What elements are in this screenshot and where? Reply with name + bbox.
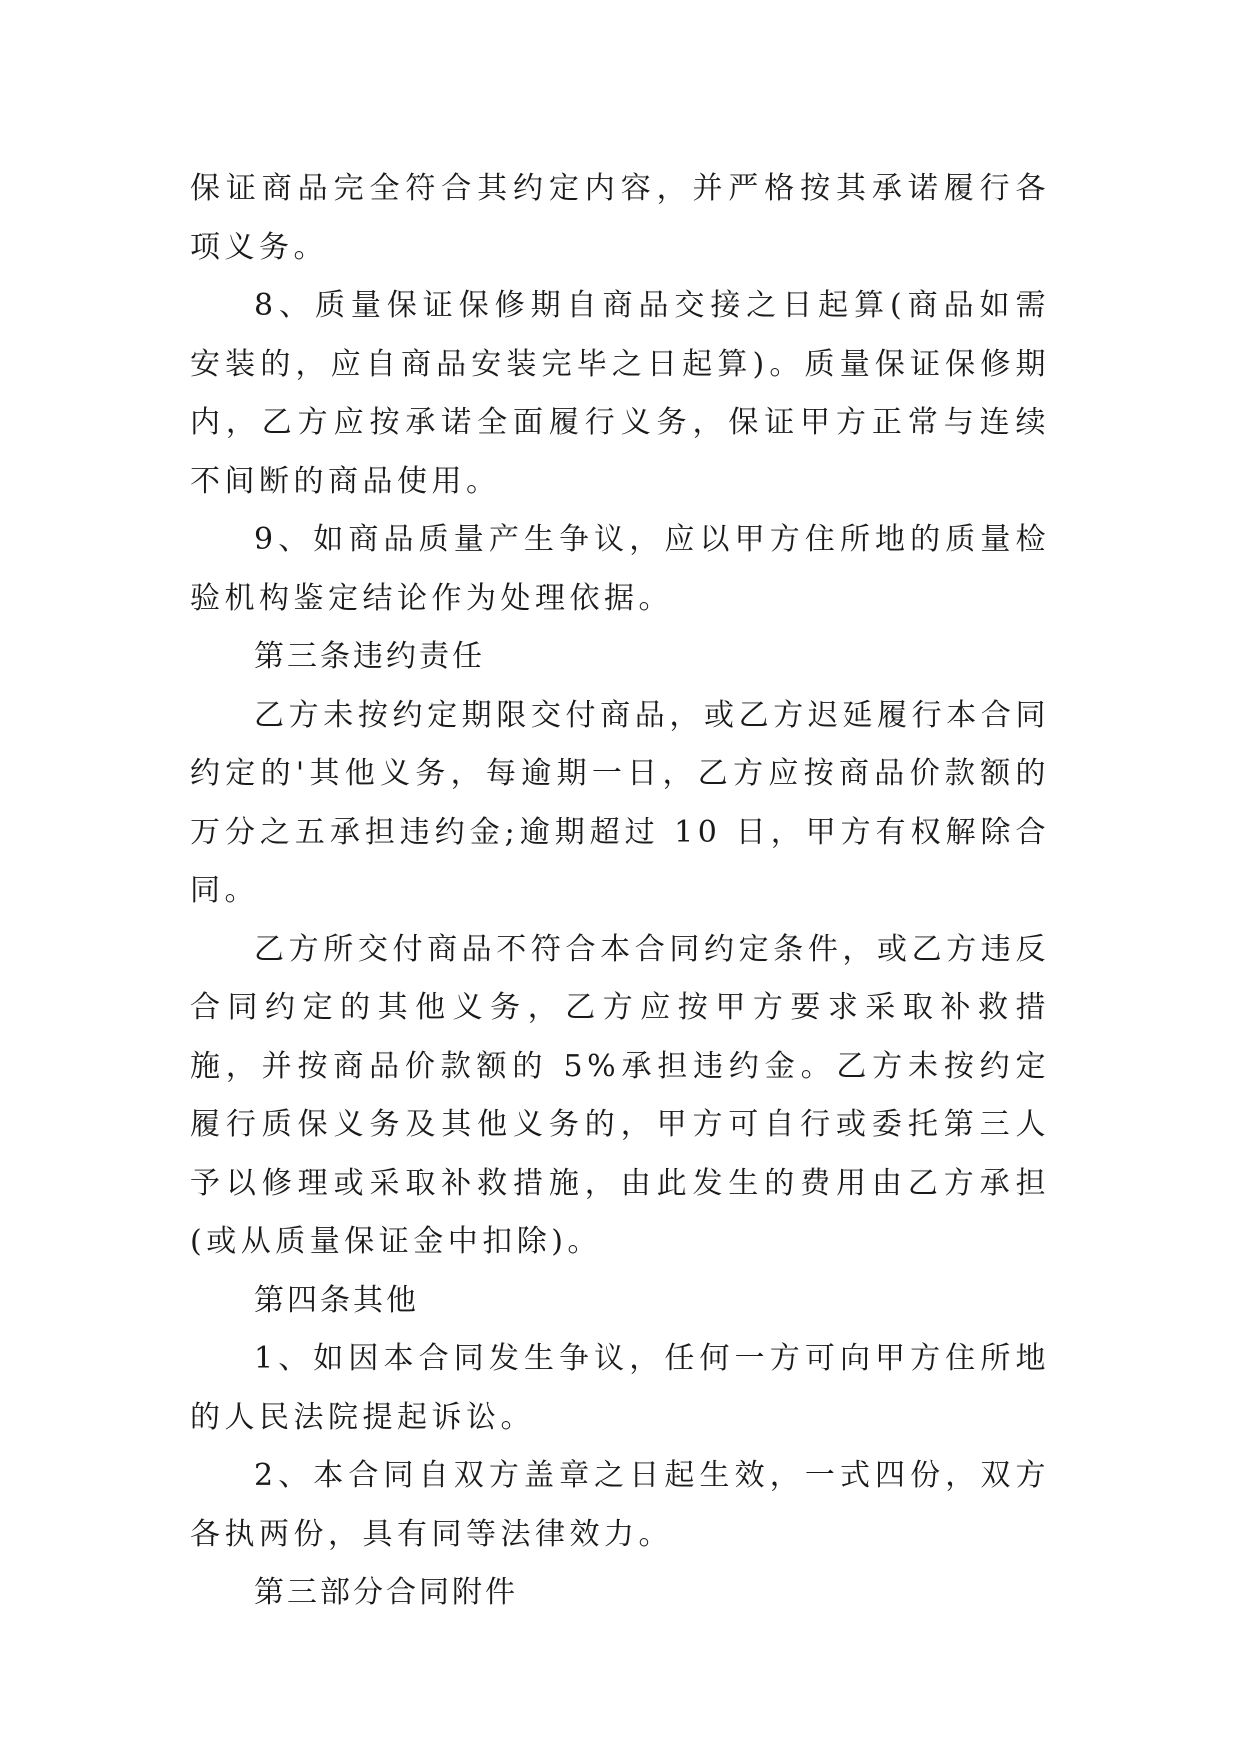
paragraph-obligations-continued: 保证商品完全符合其约定内容，并严格按其承诺履行各项义务。 [190, 171, 1050, 265]
heading-part-3-attachments: 第三部分合同附件 [254, 1575, 518, 1610]
heading-article-4-other: 第四条其他 [254, 1282, 419, 1318]
paragraph-late-delivery-penalty: 乙方未按约定期限交付商品，或乙方迟延履行本合同约定的'其他义务，每逾期一日，乙方应按商品价款额的万分之五承担违约金;逾期超过 10 日，甲方有权解除合同。 [190, 697, 1050, 908]
paragraph-item-8-warranty-period: 8、质量保证保修期自商品交接之日起算(商品如需安装的，应自商品安装完毕之日起算)。质量保证保修期内，乙方应按承诺全面履行义务，保证甲方正常与连续不间断的商品使用。 [190, 288, 1050, 499]
document-body [190, 160, 1050, 1623]
paragraph-other-item-2-effectiveness: 2、本合同自双方盖章之日起生效，一式四份，双方各执两份，具有同等法律效力。 [190, 1458, 1050, 1552]
paragraph-item-9-quality-dispute: 9、如商品质量产生争议，应以甲方住所地的质量检验机构鉴定结论作为处理依据。 [190, 522, 1050, 616]
heading-article-3-liability: 第三条违约责任 [254, 639, 485, 674]
paragraph-nonconformity-penalty: 乙方所交付商品不符合本合同约定条件，或乙方违反合同约定的其他义务，乙方应按甲方要求采取补救措施，并按商品价款额的 5%承担违约金。乙方未按约定履行质保义务及其他义务的，甲方可自行或委托第三人予以修理或采取补救措施，由此发生的费用由乙方承担(或从质量保证金中扣除)。 [190, 931, 1050, 1259]
paragraph-other-item-1-jurisdiction: 1、如因本合同发生争议，任何一方可向甲方住所地的人民法院提起诉讼。 [190, 1341, 1050, 1435]
